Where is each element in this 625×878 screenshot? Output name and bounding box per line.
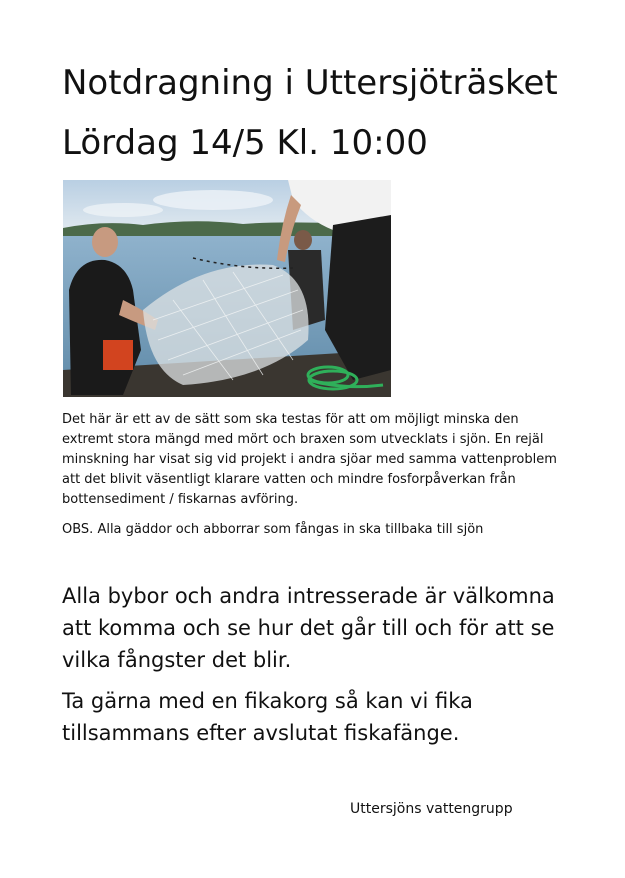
invitation-paragraph: Alla bybor och andra intresserade är välkomna att komma och se hur det går till och för att se vilka fångster det blir. xyxy=(62,584,555,672)
event-title: Notdragning i Uttersjöträsket xyxy=(62,63,558,103)
note-paragraph: OBS. Alla gäddor och abborrar som fångas in ska tillbaka till sjön xyxy=(62,522,484,537)
fika-paragraph: Ta gärna med en fikakorg så kan vi fika tillsammans efter avslutat fiskafänge. xyxy=(62,689,473,745)
signature: Uttersjöns vattengrupp xyxy=(350,801,513,817)
fishing-net-photo xyxy=(63,180,391,397)
description-paragraph: Det här är ett av de sätt som ska testas för att om möjligt minska den extremt stora mängd med mört och braxen som utvecklats i sjön. En rejäl minskning har visat sig vid projekt i andra sjöar med samma vattenproblem att det blivit väsentligt klarare vatten och mindre fosforpåverkan från bottensediment / fiskarnas avföring. xyxy=(62,412,557,507)
event-date-time: Lördag 14/5 Kl. 10:00 xyxy=(62,123,428,163)
